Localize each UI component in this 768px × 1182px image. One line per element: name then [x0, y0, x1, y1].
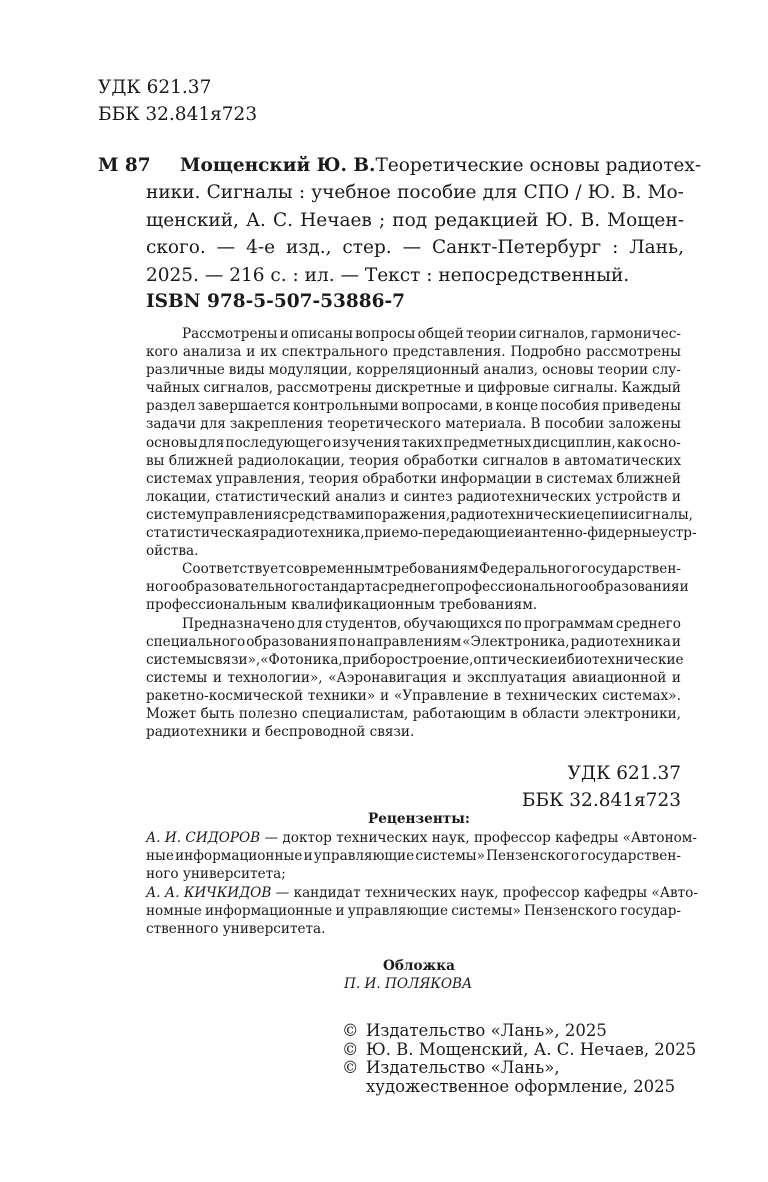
title-start: Теоретические основы радиотех-	[375, 155, 702, 176]
bbk-code: ББК 32.841я723	[98, 104, 258, 125]
reviewer-line	[146, 829, 697, 847]
annotation-line: кого анализа и их спектрального представления. Подробно рассмотрены	[146, 344, 681, 361]
annotation-line: ного образовательного стандарта среднего профессионального образования и	[146, 579, 689, 596]
annotation-line: ракетно-космической техники» и «Управление в технических системах».	[146, 687, 681, 704]
copyright-symbol: ©	[342, 1058, 359, 1078]
copyright-symbol: ©	[342, 1039, 359, 1059]
reviewer-line: ственного университета.	[146, 921, 326, 938]
annotation-line: профессиональным квалификационным требованиям.	[146, 597, 538, 614]
annotation-line: чайных сигналов, рассмотрены дискретные и цифровые сигналы. Каждый	[146, 380, 681, 397]
reviewer-desc: — доктор технических наук, профессор кафедры «Автоном-	[264, 830, 697, 846]
annotation-line: локации, статистический анализ и синтез радиотехнических устройств и	[146, 488, 681, 505]
reviewers-heading: Рецензенты:	[368, 811, 470, 827]
bibliographic-record	[146, 152, 702, 289]
udk-code: УДК 621.37	[98, 77, 212, 98]
udk-code: УДК 621.37	[567, 763, 681, 784]
biblio-line	[146, 152, 702, 179]
annotation-line: Может быть полезно специалистам, работающим в области электроники,	[146, 705, 681, 722]
reviewers-list	[146, 829, 698, 938]
biblio-line: ского. — 4-е изд., стер. — Санкт-Петербург : Лань,	[146, 237, 684, 259]
cover-designer: П. И. ПОЛЯКОВА	[344, 976, 473, 992]
annotation-line: системах управления, теория обработки информации в системах ближней	[146, 470, 681, 487]
annotation-line: системы и технологии», «Аэронавигация и эксплуатация авиационной и	[146, 669, 681, 686]
annotation-line: специального образования по направлениям «Электроника, радиотехника и	[146, 633, 681, 650]
copyright-text: Ю. В. Мощенский, А. С. Нечаев, 2025	[366, 1039, 697, 1059]
biblio-line: ники. Сигналы : учебное пособие для СПО / Ю. В. Мо-	[146, 182, 684, 204]
reviewer-line	[146, 884, 698, 902]
annotation-line: систем управления средствами поражения, радиотехнические цепи и сигналы,	[146, 506, 693, 523]
annotation-line: ойства.	[146, 543, 199, 560]
annotation-line: радиотехники и беспроводной связи.	[146, 724, 415, 741]
annotation-line: Рассмотрены и описаны вопросы общей теории сигналов, гармоничес-	[182, 326, 681, 342]
cover-heading: Обложка	[383, 958, 455, 974]
reviewer-desc: — кандидат технических наук, профессор кафедры «Авто-	[275, 884, 698, 901]
annotation-line: системы связи», «Фотоника, приборостроение, оптические и биотехнические	[146, 651, 684, 668]
biblio-line: щенский, А. С. Нечаев ; под редакцией Ю. В. Мощен-	[146, 209, 684, 231]
annotation-line: Предназначено для студентов, обучающихся по программам среднего	[182, 615, 681, 632]
annotation-line: различные виды модуляции, корреляционный анализ, основы теории слу-	[146, 362, 681, 379]
copyright-block	[342, 1022, 696, 1096]
copyright-text: Издательство «Лань»,	[366, 1058, 560, 1078]
copyright-line	[342, 1041, 696, 1060]
reviewer-name: А. А. КИЧКИДОВ	[146, 884, 272, 901]
reviewer-line: ного университета;	[146, 866, 286, 883]
top-classification-codes	[98, 74, 257, 128]
biblio-line: 2025. — 216 с. : ил. — Текст : непосредственный.	[146, 264, 630, 286]
bbk-code: ББК 32.841я723	[521, 790, 681, 811]
annotation-line: Соответствует современным требованиям Федерального государствен-	[182, 561, 681, 578]
annotation-line: основы для последующего изучения таких предметных дисциплин, как осно-	[146, 434, 681, 451]
annotation-line: раздел завершается контрольными вопросами, в конце пособия приведены	[146, 398, 681, 415]
annotation-line: статистическая радиотехника, приемо-передающие и антенно-фидерные устр-	[146, 525, 697, 542]
copyright-text: художественное оформление, 2025	[366, 1076, 676, 1096]
author-name: Мощенский Ю. В.	[180, 155, 376, 176]
copyright-symbol: ©	[342, 1021, 359, 1040]
annotation-line: вы ближней радиолокации, теория обработки сигналов в автоматических	[146, 452, 681, 469]
copyright-line	[342, 1022, 696, 1041]
isbn: ISBN 978-5-507-53886-7	[146, 291, 406, 312]
annotation-line: задачи для закрепления теоретического материала. В пособии заложены	[146, 416, 681, 433]
copyright-line	[342, 1078, 696, 1097]
annotation	[146, 325, 697, 741]
reviewer-name: А. И. СИДОРОВ	[146, 830, 261, 846]
reviewer-line: ные информационные и управляющие системы» Пензенского государствен-	[146, 848, 681, 865]
author-mark: М 87	[98, 155, 151, 176]
reviewer-line: номные информационные и управляющие системы» Пензенского государ-	[146, 902, 681, 919]
copyright-text: Издательство «Лань», 2025	[366, 1021, 607, 1040]
bottom-classification-codes	[522, 760, 681, 814]
copyright-line	[342, 1059, 696, 1078]
